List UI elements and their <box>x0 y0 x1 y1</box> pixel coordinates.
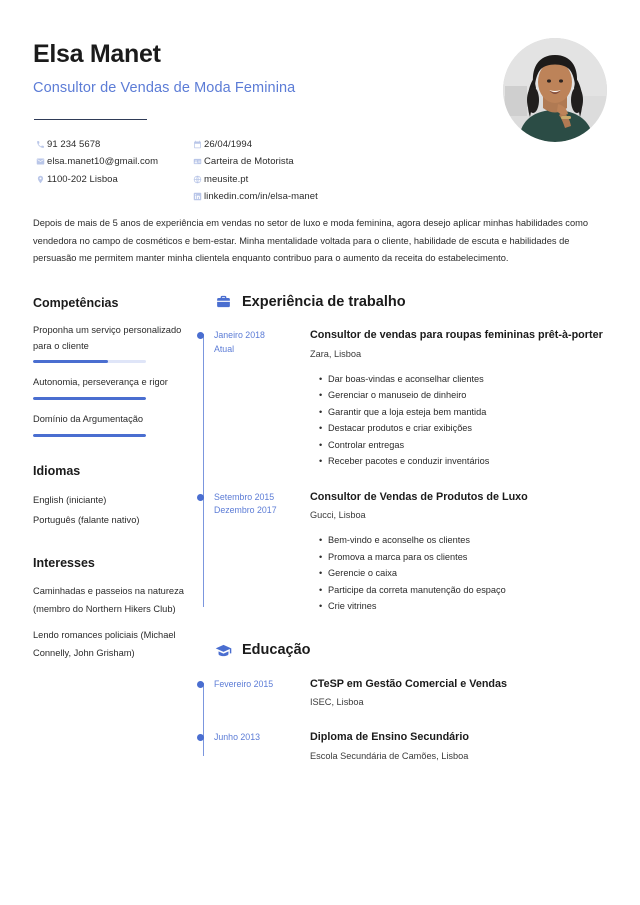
skill-bar-fill <box>33 360 108 363</box>
globe-icon <box>190 175 204 184</box>
timeline-dot <box>197 681 204 688</box>
skill-label: Domínio da Argumentação <box>33 414 144 425</box>
entry-organization: Gucci, Lisboa <box>310 510 366 520</box>
interest-item: Caminhadas e passeios na natureza (membro do Northern Hikers Club) <box>33 586 184 614</box>
skill-bar-track <box>33 360 146 363</box>
skill-bar-track <box>33 397 146 400</box>
profile-summary: Depois de mais de 5 anos de experiência em vendas no setor de luxo e moda feminina, agora desejo aplicar minhas habilidades como vendedora no campo de cosméticos e bem-estar. Minha mentalidade voltada para o cliente, habilidade de escuta e habilidades de persuasão me permitem manter minha clientela enquanto contribuo para o aumento da receita do estabelecimento. <box>33 218 589 263</box>
entry-dates <box>214 677 310 711</box>
education-entry <box>214 677 610 711</box>
experience-entry <box>214 328 610 470</box>
education-section <box>196 641 610 764</box>
sidebar <box>33 296 185 671</box>
skills-heading: Competências <box>33 296 119 310</box>
skill-label: Proponha um serviço personalizado para o cliente <box>33 325 182 351</box>
skill-bar-fill <box>33 397 146 400</box>
experience-timeline <box>196 328 610 615</box>
entry-bullet: • Gerencie o caixa <box>319 565 610 582</box>
id-card-icon <box>190 157 204 166</box>
timeline-rail <box>203 334 204 607</box>
contact-phone-text: 91 234 5678 <box>47 138 101 150</box>
briefcase-icon <box>214 292 233 311</box>
entry-bullet: • Garantir que a loja esteja bem mantida <box>319 404 610 421</box>
skill-item <box>33 412 185 437</box>
email-icon <box>33 157 47 166</box>
entry-bullet: • Gerenciar o manuseio de dinheiro <box>319 387 610 404</box>
skill-item <box>33 375 185 400</box>
skill-item <box>33 323 185 363</box>
education-timeline <box>196 677 610 764</box>
experience-section-header <box>214 292 610 311</box>
location-pin-icon <box>33 175 47 184</box>
entry-bullet: • Crie vitrines <box>319 598 610 615</box>
languages-heading: Idiomas <box>33 464 81 479</box>
entry-dates <box>214 490 310 615</box>
skill-bar-track <box>33 434 146 437</box>
calendar-icon <box>190 140 204 149</box>
entry-date-end: Dezembro 2017 <box>214 505 277 515</box>
experience-section <box>196 292 610 615</box>
entry-body <box>310 730 610 764</box>
entry-date-start: Janeiro 2018 <box>214 330 265 340</box>
entry-bullet: • Bem-vindo e aconselhe os clientes <box>319 532 610 549</box>
contact-email-text: elsa.manet10@gmail.com <box>47 156 159 168</box>
timeline-dot <box>197 494 204 501</box>
entry-title: CTeSP em Gestão Comercial e Vendas <box>310 677 508 690</box>
candidate-name: Elsa Manet <box>33 40 161 68</box>
profile-photo <box>503 38 607 142</box>
timeline-dot <box>197 734 204 741</box>
contact-address-text: 1100-202 Lisboa <box>47 173 118 185</box>
entry-body <box>310 677 610 711</box>
entry-dates <box>214 328 310 470</box>
contact-item-address[interactable] <box>33 171 198 188</box>
profile-photo-illustration <box>503 38 607 142</box>
contact-item-phone[interactable] <box>33 136 198 153</box>
interest-item: Lendo romances policiais (Michael Connelly, John Grisham) <box>33 630 176 658</box>
entry-bullet: • Destacar produtos e criar exibições <box>319 420 610 437</box>
entry-bullet: • Dar boas-vindas e aconselhar clientes <box>319 371 610 388</box>
contact-column-left <box>33 136 198 189</box>
education-entry <box>214 730 610 764</box>
entry-dates <box>214 730 310 764</box>
contact-item-linkedin[interactable] <box>190 189 490 206</box>
experience-section-title: Experiência de trabalho <box>242 293 406 310</box>
entry-body <box>310 490 610 615</box>
candidate-job-title: Consultor de Vendas de Moda Feminina <box>33 80 296 96</box>
contact-column-right <box>190 136 490 206</box>
experience-entry <box>214 490 610 615</box>
entry-organization: Escola Secundária de Camões, Lisboa <box>310 750 469 761</box>
linkedin-icon <box>190 192 204 201</box>
contact-item-birthdate[interactable] <box>190 136 490 153</box>
contact-website-text: meusite.pt <box>204 173 249 185</box>
entry-date-start: Fevereiro 2015 <box>214 678 274 689</box>
entry-date-start: Setembro 2015 <box>214 491 275 502</box>
contact-linkedin-text: linkedin.com/in/elsa-manet <box>204 191 318 203</box>
timeline-rail <box>203 683 204 756</box>
entry-organization: ISEC, Lisboa <box>310 697 364 707</box>
entry-bullets <box>310 532 610 615</box>
entry-title: Consultor de vendas para roupas femininas prêt-à-porter <box>310 329 603 341</box>
entry-bullet: • Receber pacotes e conduzir inventários <box>319 453 610 470</box>
entry-date-end: Atual <box>214 343 235 354</box>
skill-label: Autonomia, perseverança e rigor <box>33 377 168 388</box>
language-item: English (iniciante) <box>33 495 107 506</box>
main-column <box>196 292 610 764</box>
education-section-header <box>214 641 610 660</box>
contact-item-license[interactable] <box>190 154 490 171</box>
contact-item-email[interactable] <box>33 154 198 171</box>
header-divider <box>34 119 147 120</box>
entry-bullets <box>310 371 610 470</box>
entry-title: Consultor de Vendas de Produtos de Luxo <box>310 490 528 503</box>
entry-bullet: • Controlar entregas <box>319 437 610 454</box>
timeline-dot <box>197 332 204 339</box>
contact-license-text: Carteira de Motorista <box>204 156 294 168</box>
entry-bullet: • Participe da correta manutenção do espaço <box>319 582 610 599</box>
language-item: Português (falante nativo) <box>33 515 140 526</box>
skill-bar-fill <box>33 434 146 437</box>
entry-title: Diploma de Ensino Secundário <box>310 731 469 743</box>
contact-item-website[interactable] <box>190 171 490 188</box>
entry-date-start: Junho 2013 <box>214 732 260 742</box>
contact-birthdate-text: 26/04/1994 <box>204 138 253 150</box>
entry-bullet: • Promova a marca para os clientes <box>319 549 610 566</box>
education-section-title: Educação <box>242 642 311 658</box>
entry-body <box>310 328 610 470</box>
interests-heading: Interesses <box>33 556 95 571</box>
graduation-cap-icon <box>214 641 233 660</box>
entry-organization: Zara, Lisboa <box>310 348 362 359</box>
phone-icon <box>33 140 47 149</box>
